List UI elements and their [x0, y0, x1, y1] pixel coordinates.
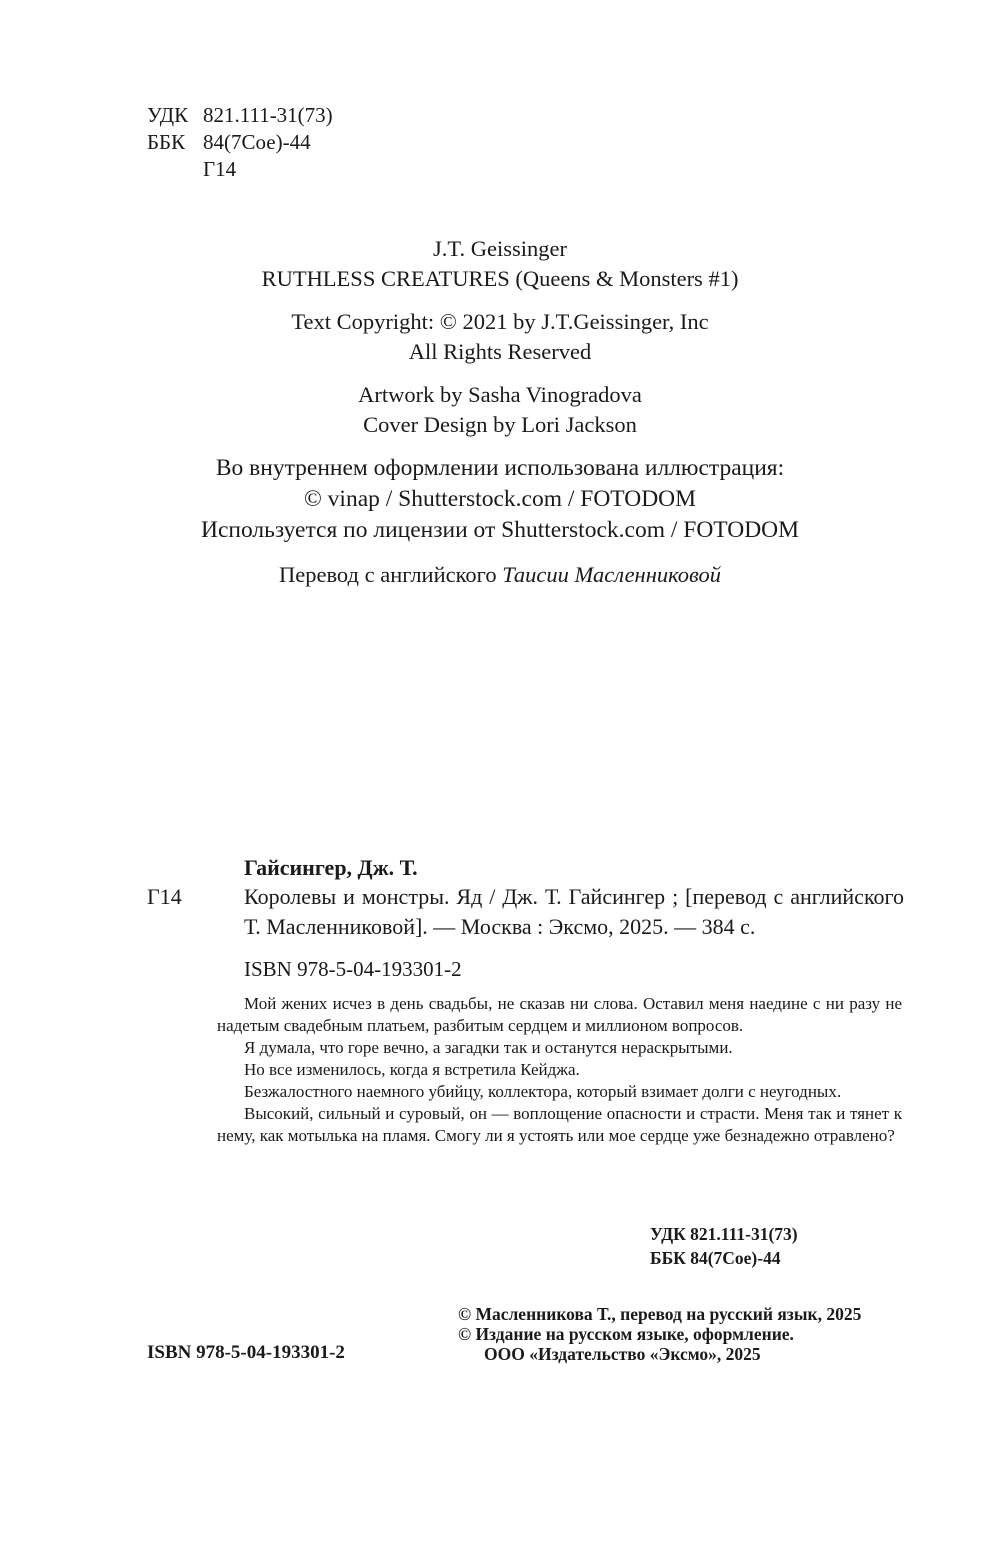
copyright-group	[0, 307, 1000, 366]
bib-description: Королевы и монстры. Яд / Дж. Т. Гайсингер ; [перевод с английского Т. Масленниковой]. — Москва : Эксмо, 2025. — 384 с.	[244, 884, 904, 939]
copyright-edition: © Издание на русском языке, оформление.	[458, 1324, 794, 1344]
bib-isbn: ISBN 978-5-04-193301-2	[244, 957, 462, 981]
artwork-credit: Artwork by Sasha Vinogradova	[358, 382, 642, 407]
illustration-group	[0, 453, 1000, 546]
author-mark-top: Г14	[203, 157, 237, 181]
bib-author-mark: Г14	[147, 884, 182, 909]
annotation	[217, 993, 902, 1147]
bbk-value: 84(7Сое)-44	[203, 130, 311, 154]
bib-author: Гайсингер, Дж. Т.	[244, 855, 418, 880]
text-copyright: Text Copyright: © 2021 by J.T.Geissinger, Inc	[291, 309, 709, 334]
bbk-label: ББК	[147, 130, 186, 154]
illustration-source: © vinap / Shutterstock.com / FOTODOM	[303, 486, 697, 512]
copyright-translation: © Масленникова Т., перевод на русский язык, 2025	[458, 1304, 862, 1324]
annotation-paragraph: Но все изменилось, когда я встретила Кейджа.	[244, 1060, 580, 1079]
illustration-note: Во внутреннем оформлении использована иллюстрация:	[215, 455, 785, 481]
translation-prefix: Перевод с английского	[278, 562, 497, 587]
annotation-paragraph: Высокий, сильный и суровый, он — воплощение опасности и страсти. Меня так и тянет к нему, как мотылька на пламя. Смогу ли я устоять или мое сердце уже безнадежно отравлено?	[217, 1104, 902, 1145]
publisher-name: ООО «Издательство «Эксмо», 2025	[484, 1344, 761, 1364]
illustration-license: Используется по лицензии от Shutterstock.com / FOTODOM	[200, 517, 800, 543]
original-edition-group	[0, 234, 1000, 293]
original-title: RUTHLESS CREATURES (Queens & Monsters #1)	[261, 265, 739, 291]
udk-value: 821.111-31(73)	[203, 103, 333, 127]
rights-reserved: All Rights Reserved	[408, 338, 592, 364]
art-credits-group	[0, 380, 1000, 439]
cover-credit: Cover Design by Lori Jackson	[363, 411, 637, 437]
translation-group	[0, 560, 1000, 590]
codes-udk: УДК 821.111-31(73)	[650, 1224, 798, 1244]
original-author: J.T. Geissinger	[433, 236, 567, 261]
credits-block	[0, 234, 1000, 604]
annotation-paragraph: Мой жених исчез в день свадьбы, не сказав ни слова. Оставил меня наедине с ни разу не надетым свадебным платьем, разбитым сердцем и миллионом вопросов.	[217, 994, 902, 1035]
annotation-paragraph: Я думала, что горе вечно, а загадки так и останутся нераскрытыми.	[244, 1038, 733, 1057]
translator-name: Таисии Масленниковой	[502, 562, 722, 587]
copyright-publisher	[458, 1344, 761, 1364]
bbk-line	[147, 129, 311, 156]
udk-label: УДК	[147, 103, 189, 127]
isbn-footer: ISBN 978-5-04-193301-2	[147, 1342, 345, 1363]
codes-bbk: ББК 84(7Сое)-44	[650, 1248, 781, 1268]
udk-line	[147, 102, 333, 129]
annotation-paragraph: Безжалостного наемного убийцу, коллектора, который взимает долги с неугодных.	[244, 1082, 842, 1101]
